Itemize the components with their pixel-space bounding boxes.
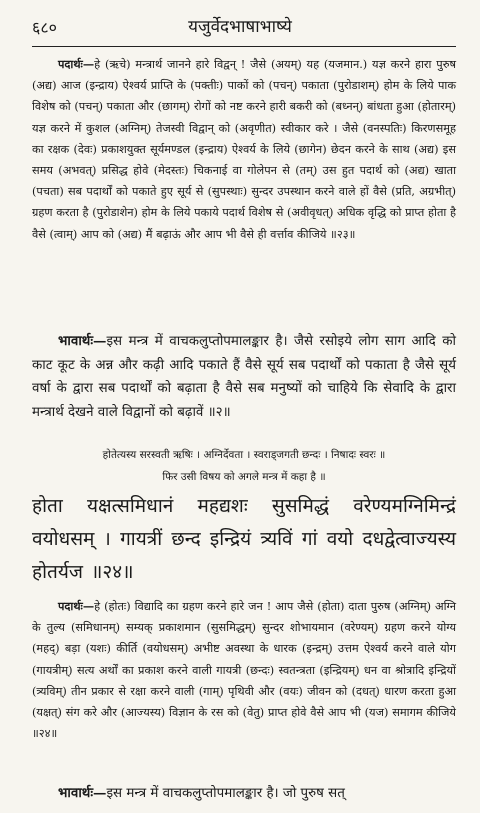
padartha-paragraph-2	[32, 596, 456, 744]
page-header	[0, 14, 480, 42]
bhavartha-label: भावार्थः—	[58, 785, 107, 801]
padartha-text: हे (होतः) विद्यादि का ग्रहण करने हारे जन ! आप जैसे (होता) दाता पुरुष (अग्निम्) अग्नि के तुल्य (समिधानम्) सम्यक् प्रकाशमान (सुसमिद्धम्) सुन्दर शोभायमान (वरेण्यम्) ग्रहण करने योग्य (महद्) बड़ा (यशः) कीर्ति (वयोधसम्) अभीष्ट अवस्था के धारक (इन्द्रम्) उत्तम ऐश्वर्य करने वाले योग (गायत्रीम्) सत्य अर्थों का प्रकाश करने वाली गायत्री (छन्दः) स्वतन्त्रता (इन्द्रियम्) धन वा श्रोत्रादि इन्द्रियों (त्र्यविम्) तीन प्रकार से रक्षा करने वाली (गाम्) पृथिवी और (वयः) जीवन को (दधत्) धारण करता हुआ (यक्षत्) संग करे और (आज्यस्य) विज्ञान के रस को (वेतु) प्राप्त होवे वैसे आप भी (यज) समागम कीजिये ॥२४॥	[32, 600, 456, 741]
running-title: यजुर्वेदभाषाभाष्ये	[188, 17, 292, 37]
padartha-text: हे (ऋचे) मन्त्रार्थ जानने हारे विद्वन् ! जैसे (अयम्) यह (यजमान.) यज्ञ करने हारा पुरुष (अद्य) आज (इन्द्राय) ऐश्वर्य प्राप्ति के (पक्तीः) पाकों को (पचन्) पकाता (पुरोडाशम्) होम के लिये पाक विशेष को (पचन्) पकाता और (छागम्) रोगों को नष्ट करने हारी बकरी को (बध्नन्) बांधता हुआ (होतारम्) यज्ञ करने में कुशल (अग्निम्) तेजस्वी विद्वान् को (अवृणीत) स्वीकार करे । जैसे (वनस्पतिः) किरणसमूह का रक्षक (देवः) प्रकाशयुक्त सूर्यमण्डल (इन्द्राय) ऐश्वर्य के लिये (छागेन) छेदन करने के साथ (अद्य) इस समय (अभवत्) प्रसिद्ध होवे (मेदस्तः) चिकनाई वा गोलेपन से (तम्) उस हुत पदार्थ को (अद्य) खाता (पचता) सब पदार्थों को पकाते हुए सूर्य से (सुपस्थाः) सुन्दर उपस्थान करने वाले हों वैसे (प्रति, अग्रभीत्) ग्रहण करता है (पुरोडाशेन) होम के लिये पकाये पदार्थ विशेष से (अवीवृधत्) अधिक वृद्धि को प्राप्त होता है वैसे (त्वाम्) आप को (अद्य) मैं बढ़ाऊं और आप भी वैसे ही वर्त्ताव कीजिये ॥२३॥	[32, 58, 456, 241]
bhavartha-paragraph-1	[32, 330, 456, 424]
header-rule	[32, 46, 456, 47]
page-number: ६८०	[32, 18, 57, 37]
padartha-label: पदार्थः—	[58, 57, 95, 71]
bhavartha-label: भावार्थः—	[58, 333, 107, 349]
intro-line: फिर उसी विषय को अगले मन्त्र में कहा है ॥	[162, 471, 326, 483]
padartha-paragraph-1	[32, 54, 456, 245]
bhavartha-text: इस मन्त्र में वाचकलुप्तोपमालङ्कार है। जैसे रसोइये लोग साग आदि को काट कूट के अन्न और कढ़ी आदि पकाते हैं वैसे सूर्य सब पदार्थों को पकाता है जैसे सूर्य वर्षा के द्वारा सब पदार्थों को बढ़ाता है वैसे सब मनुष्यों को चाहिये कि सेवादि के द्वारा मन्त्रार्थ देखने वाले विद्वानों को बढ़ावें ॥२॥	[32, 334, 456, 420]
bhavartha-paragraph-2	[32, 782, 456, 806]
padartha-label: पदार्थः—	[58, 599, 95, 613]
rishi-devata-line: होतेत्यस्य सरस्वती ऋषिः । अग्निर्देवता । स्वराड्जगती छन्दः । निषादः स्वरः ॥	[102, 449, 386, 461]
bhavartha-text: इस मन्त्र में वाचकलुप्तोपमालङ्कार है। जो पुरुष सत्	[106, 786, 345, 801]
mantra-verse: होता यक्षत्समिधानं महद्यशः सुसमिद्धं वरेण्यमग्निमिन्द्रं वयोधसम् । गायत्रीं छन्द इन्द्रियं त्र्यविं गां वयो दधद्वेत्वाज्यस्य होतर्यज ॥२४॥	[32, 495, 456, 583]
